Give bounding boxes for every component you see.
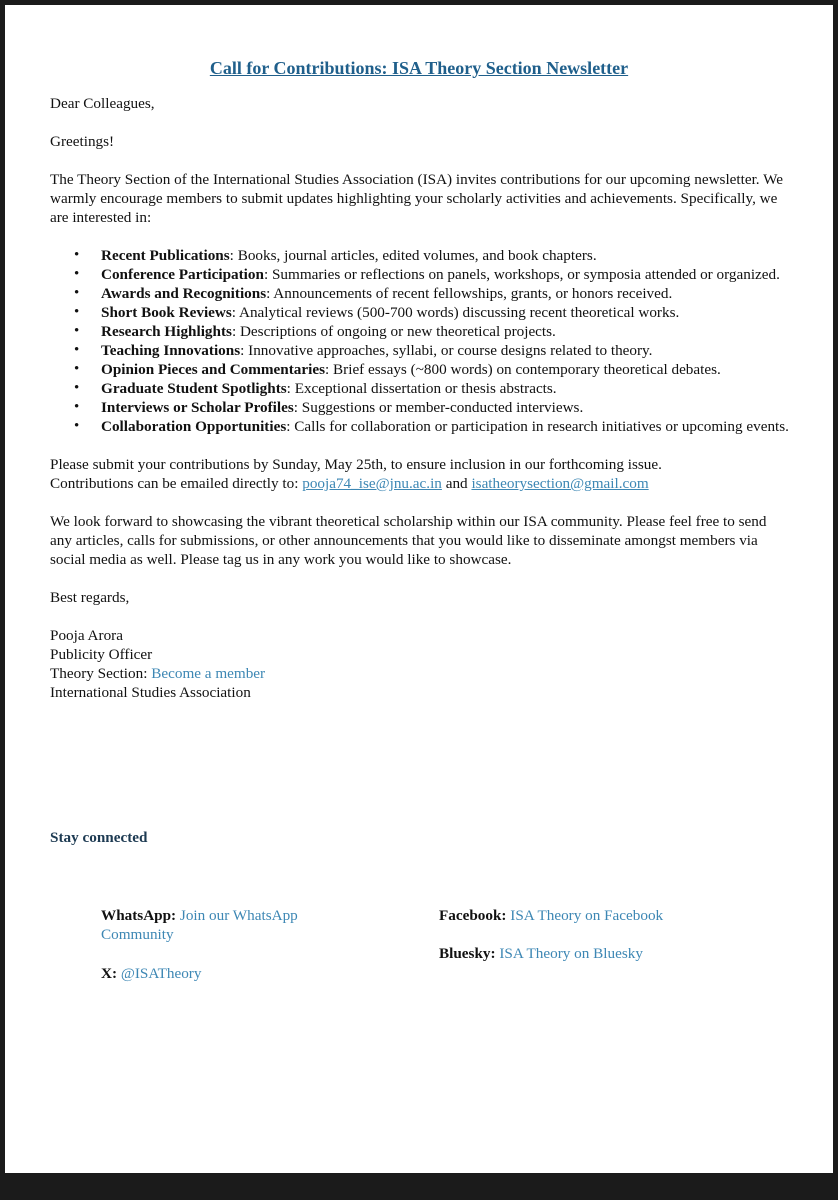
- email-link-gmail[interactable]: isatheorysection@gmail.com: [471, 475, 649, 492]
- submission-email-prefix: Contributions can be emailed directly to:: [50, 475, 303, 492]
- facebook-link[interactable]: ISA Theory on Facebook: [510, 907, 664, 924]
- item-text: : Suggestions or member-conducted interviews.: [293, 399, 584, 416]
- item-text: : Brief essays (~800 words) on contemporary theoretical debates.: [325, 361, 721, 378]
- bluesky-entry: [439, 944, 643, 963]
- item-heading: Awards and Recognitions: [101, 285, 267, 302]
- document-body: [50, 94, 790, 721]
- list-item: [101, 398, 790, 417]
- list-item: [101, 341, 790, 360]
- item-heading: Short Book Reviews: [101, 304, 232, 321]
- regards: Best regards,: [50, 589, 130, 606]
- item-text: : Analytical reviews (500-700 words) discussing recent theoretical works.: [231, 304, 680, 321]
- whatsapp-label: WhatsApp:: [101, 907, 177, 924]
- whatsapp-link[interactable]: Join our WhatsApp Community: [101, 907, 298, 943]
- stay-connected-heading: Stay connected: [50, 829, 148, 846]
- list-item: [101, 379, 790, 398]
- item-heading: Opinion Pieces and Commentaries: [101, 361, 326, 378]
- item-text: : Exceptional dissertation or thesis abstracts.: [286, 380, 557, 397]
- closing-paragraph: We look forward to showcasing the vibrant theoretical scholarship within our ISA community. Please feel free to send any articles, calls for submissions, or other announcements that you would like to disseminate amongst members via social media as well. Please tag us in any work you would like to showcase.: [50, 513, 767, 568]
- list-item: [101, 417, 790, 436]
- item-text: : Books, journal articles, edited volumes, and book chapters.: [229, 247, 597, 264]
- intro-paragraph: The Theory Section of the International Studies Association (ISA) invites contributions for our upcoming newsletter. We warmly encourage members to submit updates highlighting your scholarly activities and achievements. Specifically, we are interested in:: [50, 171, 783, 226]
- item-heading: Collaboration Opportunities: [101, 418, 287, 435]
- signature-block: [50, 626, 790, 702]
- signature-section: [50, 664, 790, 683]
- item-heading: Research Highlights: [101, 323, 232, 340]
- submission-paragraph: [50, 455, 790, 493]
- list-item: [101, 246, 790, 265]
- page-title: Call for Contributions: ISA Theory Section Newsletter: [209, 58, 629, 78]
- item-heading: Recent Publications: [101, 247, 230, 264]
- facebook-label: Facebook:: [439, 907, 507, 924]
- bluesky-link[interactable]: ISA Theory on Bluesky: [499, 945, 643, 962]
- list-item: [101, 303, 790, 322]
- submission-deadline: Please submit your contributions by Sunday, May 25th, to ensure inclusion in our forthcoming issue.: [50, 456, 662, 473]
- item-text: : Descriptions of ongoing or new theoretical projects.: [231, 323, 556, 340]
- signature-org: International Studies Association: [50, 684, 251, 701]
- list-item: [101, 284, 790, 303]
- item-heading: Graduate Student Spotlights: [101, 380, 287, 397]
- list-item: [101, 360, 790, 379]
- list-item: [101, 322, 790, 341]
- whatsapp-entry: [101, 906, 341, 944]
- email-link-jnu[interactable]: pooja74_ise@jnu.ac.in: [302, 475, 442, 492]
- signature-role: Publicity Officer: [50, 646, 153, 663]
- salutation: Dear Colleagues,: [50, 95, 155, 112]
- bluesky-label: Bluesky:: [439, 945, 496, 962]
- list-item: [101, 265, 790, 284]
- become-member-link[interactable]: Become a member: [151, 665, 266, 682]
- section-prefix: Theory Section:: [50, 665, 152, 682]
- item-heading: Conference Participation: [101, 266, 264, 283]
- signature-name: Pooja Arora: [50, 627, 123, 644]
- facebook-entry: [439, 906, 663, 925]
- x-link[interactable]: @ISATheory: [120, 965, 202, 982]
- x-entry: [101, 964, 201, 983]
- item-text: : Summaries or reflections on panels, workshops, or symposia attended or organized.: [263, 266, 780, 283]
- item-heading: Teaching Innovations: [101, 342, 241, 359]
- x-label: X:: [101, 965, 118, 982]
- contribution-list: [50, 246, 790, 436]
- item-text: : Innovative approaches, syllabi, or course designs related to theory.: [240, 342, 653, 359]
- item-text: : Calls for collaboration or participation in research initiatives or upcoming events.: [286, 418, 789, 435]
- item-heading: Interviews or Scholar Profiles: [101, 399, 294, 416]
- greeting: Greetings!: [50, 133, 115, 150]
- and-text: and: [441, 475, 472, 492]
- item-text: : Announcements of recent fellowships, grants, or honors received.: [266, 285, 673, 302]
